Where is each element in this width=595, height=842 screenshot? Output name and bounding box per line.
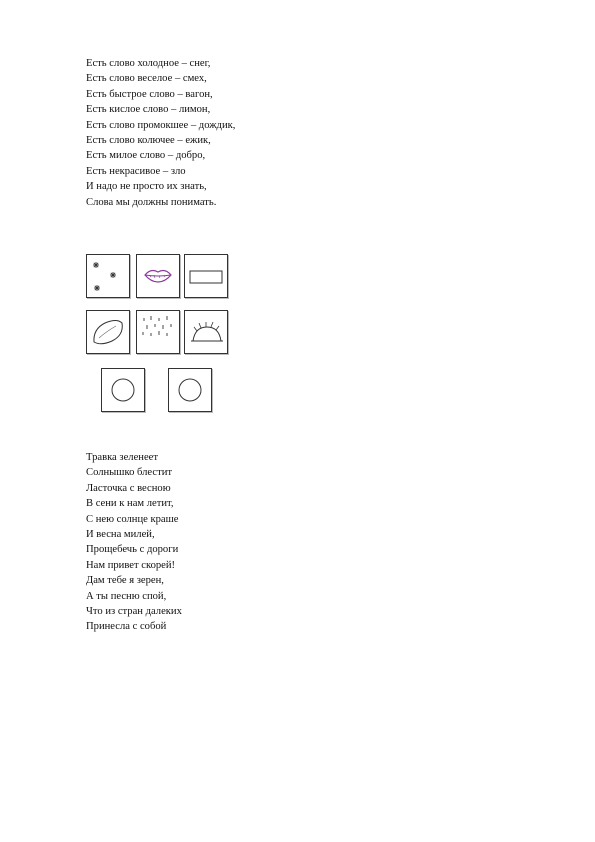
card-hedgehog [184,310,228,354]
poem-line: Есть некрасивое – зло [86,165,186,177]
card-lips [136,254,180,298]
poem-line: С нею солнце краше [86,513,179,525]
poem-line: Есть быстрое слово – вагон, [86,88,213,100]
circle-icon [102,369,144,411]
card-snowflakes [86,254,130,298]
snowflakes-icon [87,255,129,297]
poem-line: И надо не просто их знать, [86,181,207,193]
poem-line: Есть милое слово – добро, [86,150,206,162]
rain-icon [137,311,179,353]
card-lemon [86,310,130,354]
rectangle-icon [185,255,227,297]
poem-line: В сени к нам летит, [86,498,174,510]
poem-line: И весна милей, [86,529,155,541]
poem-line: Принесла с собой [86,621,167,633]
card-circle-2 [168,368,212,412]
poem-line: Слова мы должны понимать. [86,196,217,208]
card-rectangle [184,254,228,298]
poem-line: Прощебечь с дороги [86,544,179,556]
poem-line: Есть слово колючее – ежик, [86,135,211,147]
poem-top [86,56,235,210]
poem-line: Есть кислое слово – лимон, [86,104,211,116]
card-rain [136,310,180,354]
poem-line: Есть слово веселое – смех, [86,73,207,85]
poem-line: А ты песню спой, [86,590,167,602]
poem-line: Есть слово холодное – снег, [86,58,211,69]
poem-line: Есть слово промокшее – дождик, [86,119,236,131]
card-circle-1 [101,368,145,412]
poem-bottom [86,450,182,635]
poem-line: Нам привет скорей! [86,559,176,571]
poem-line: Дам тебе я зерен, [86,575,164,587]
lips-icon [137,255,179,297]
poem-line: Солнышко блестит [86,467,173,479]
lemon-icon [87,311,129,353]
hedgehog-icon [185,311,227,353]
circle-icon [169,369,211,411]
poem-line: Травка зеленеет [86,452,158,463]
poem-line: Ласточка с весною [86,482,171,494]
poem-line: Что из стран далеких [86,606,182,618]
